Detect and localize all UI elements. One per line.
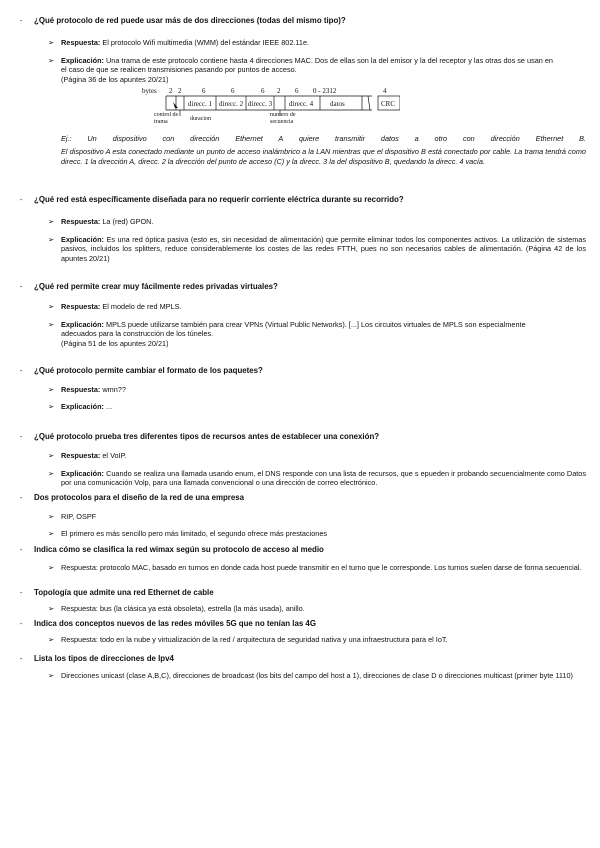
arrow-bullet-icon: ➢ [48,320,55,329]
arrow-bullet-icon: ➢ [48,635,55,644]
explicacion-text: Una trama de este protocolo contiene hasta 4 direcciones MAC. Dos de ellas son la del emisor y la del receptor y las otras dos se usan en [106,56,553,65]
arrow-bullet-icon: ➢ [48,235,55,244]
arrow-bullet-icon: ➢ [48,563,55,572]
example-text [61,134,586,166]
arrow-bullet-icon: ➢ [48,529,55,538]
question-title: ¿Qué red está específicamente diseñada para no requerir corriente eléctrica durante su recorrido? [34,195,404,204]
duracion-label: duracion [190,116,211,122]
respuesta-label: Respuesta: [61,385,101,394]
answer-item [48,302,586,311]
arrow-bullet-icon: ➢ [48,217,55,226]
explanation-item [48,56,586,84]
example-detail: El dispositivo A esta conectado mediante un punto de acceso inalámbrico a la LAN mientras que el dispositivo B está conectado por cable. La trama tendrá como direcc. 1 la dirección A, direcc. 2 la dirección del punto de acceso (C) y la direcc. 3 la del dispositivo B, quedando la direcc. 4 vacía. [61,147,586,166]
explicacion-text: adecuados para la construcción de los túneles. [61,329,214,339]
question-title: ¿Qué protocolo de red puede usar más de dos direcciones (todas del mismo tipo)? [34,16,346,25]
question-title: Topología que admite una red Ethernet de cable [34,588,214,597]
respuesta-text: La (red) GPON. [102,217,154,226]
answer-item [48,217,586,226]
arrow-bullet-icon: ➢ [48,385,55,394]
dash-bullet: - [20,545,23,554]
explicacion-label: Explicación: [61,320,104,329]
size-label: 4 [383,87,387,95]
example-line: Ej.: Un dispositivo con dirección Ethernet A quiere transmitir datos a otro con dirección Ethernet B. [61,134,586,143]
dash-bullet: - [20,366,23,375]
field-label: direcc. 1 [188,100,213,108]
answer-text: RIP, OSPF [61,512,97,521]
respuesta-text: wmn?? [102,385,126,394]
dash-bullet: - [20,195,23,204]
answer-text: El primero es más sencillo pero más limitado, el segundo ofrece más prestaciones [61,529,328,538]
answer-text: Respuesta: protocolo MAC, basado en turnos en donde cada host puede transmitir en el turno que le corresponde. Los turnos suelen darse de forma secuencial. [61,563,582,572]
size-label: 2 [178,87,182,95]
explicacion-text: ... [106,402,113,411]
field-label: datos [330,100,345,108]
arrow-bullet-icon: ➢ [48,402,55,411]
field-label: CRC [381,100,396,108]
dash-bullet: - [20,619,23,628]
dash-bullet: - [20,654,23,663]
question-title: ¿Qué red permite crear muy fácilmente redes privadas virtuales? [34,282,278,291]
explicacion-text: Cuando se realiza una llamada usando enum, el DNS responde con una lista de recursos, que s epueden ir probando secuencialmente como Datos por una comunicación Volp, para una llamada convencional o una dirección de correo electrónico. [61,469,586,488]
arrow-bullet-icon: ➢ [48,512,55,521]
page-reference: (Página 36 de los apuntes 20/21) [61,74,169,84]
answer-item [48,529,586,538]
question-title: Lista los tipos de direcciones de Ipv4 [34,654,174,663]
respuesta-text: El protocolo Wifi multimedia (WMM) del estándar IEEE 802.11e. [102,38,310,47]
frame-diagram-svg [140,86,400,134]
respuesta-text: El modelo de red MPLS. [102,302,182,311]
question-title: Dos protocolos para el diseño de la red de una empresa [34,493,245,502]
answer-item [48,451,586,460]
dash-bullet: - [20,282,23,291]
dash-bullet: - [20,16,23,25]
arrow-bullet-icon: ➢ [48,469,55,478]
size-label: 2 [277,87,281,95]
frame-diagram [140,86,400,134]
question-title: ¿Qué protocolo prueba tres diferentes tipos de recursos antes de establecer una conexión? [34,432,380,441]
control-label: control de trama [154,112,179,125]
dash-bullet: - [20,432,23,441]
explicacion-text: el caso de que se realicen transmisiones pasando por puntos de acceso. [61,65,297,75]
field-label: direcc. 3 [248,100,273,108]
explicacion-text: Es una red óptica pasiva (esto es, sin necesidad de alimentación) que permite eliminar todos los componentes activos. La utilización de sistemas pasivos, incluidos los splitters, reduce considerablemente los costes de las redes FTTH, pues no son necesarios cables de alimentación. (Página 42 de los apuntes 20/21) [61,235,586,263]
arrow-bullet-icon: ➢ [48,38,55,47]
field-label: direcc. 4 [289,100,314,108]
size-label: 0 - 2312 [313,87,337,95]
answer-item [48,671,586,680]
arrow-bullet-icon: ➢ [48,671,55,680]
explicacion-label: Explicación: [61,235,104,244]
explanation-item [48,235,586,263]
respuesta-label: Respuesta: [61,217,101,226]
arrow-bullet-icon: ➢ [48,56,55,65]
explanation-item [48,469,586,488]
explanation-item [48,320,586,348]
answer-item [48,604,586,613]
respuesta-label: Respuesta: [61,302,101,311]
size-label: 6 [231,87,235,95]
answer-item [48,563,586,572]
answer-text: Respuesta: todo en la nube y virtualización de la red / arquitectura de seguridad nativa y una infraestructura para el IoT. [61,635,448,644]
respuesta-label: Respuesta: [61,38,101,47]
answer-text: Direcciones unicast (clase A,B,C), direcciones de broadcast (los bits del campo del host a 1), direcciones de clase D o direcciones multicast (primer byte 1110) [61,671,573,680]
explicacion-label: Explicación: [61,56,104,65]
arrow-bullet-icon: ➢ [48,604,55,613]
dash-bullet: - [20,493,23,502]
explanation-item [48,402,586,411]
size-label: 2 [169,87,173,95]
answer-item [48,512,586,521]
question-title: ¿Qué protocolo permite cambiar el formato de los paquetes? [34,366,263,375]
secuencia-label: numero de secuencia [270,112,296,125]
bytes-label: bytes [142,87,157,95]
size-label: 6 [295,87,299,95]
size-label: 6 [261,87,265,95]
arrow-bullet-icon: ➢ [48,302,55,311]
answer-item [48,635,586,644]
page-reference: (Página 51 de los apuntes 20/21) [61,338,169,348]
explicacion-label: Explicación: [61,469,104,478]
size-label: 6 [202,87,206,95]
explicacion-text: MPLS puede utilizarse también para crear VPNs (Virtual Public Networks). [...] Los circuitos virtuales de MPLS son especialmente [106,320,526,329]
dash-bullet: - [20,588,23,597]
field-label: direcc. 2 [219,100,244,108]
respuesta-text: el VoIP. [102,451,127,460]
answer-item [48,385,586,394]
respuesta-label: Respuesta: [61,451,101,460]
arrow-bullet-icon: ➢ [48,451,55,460]
question-title: Indica cómo se clasifica la red wimax según su protocolo de acceso al medio [34,545,324,554]
question-title: Indica dos conceptos nuevos de las redes móviles 5G que no tenían las 4G [34,619,316,628]
explicacion-label: Explicación: [61,402,104,411]
answer-item [48,38,586,47]
answer-text: Respuesta: bus (la clásica ya está obsoleta), estrella (la más usada), anillo. [61,604,305,613]
